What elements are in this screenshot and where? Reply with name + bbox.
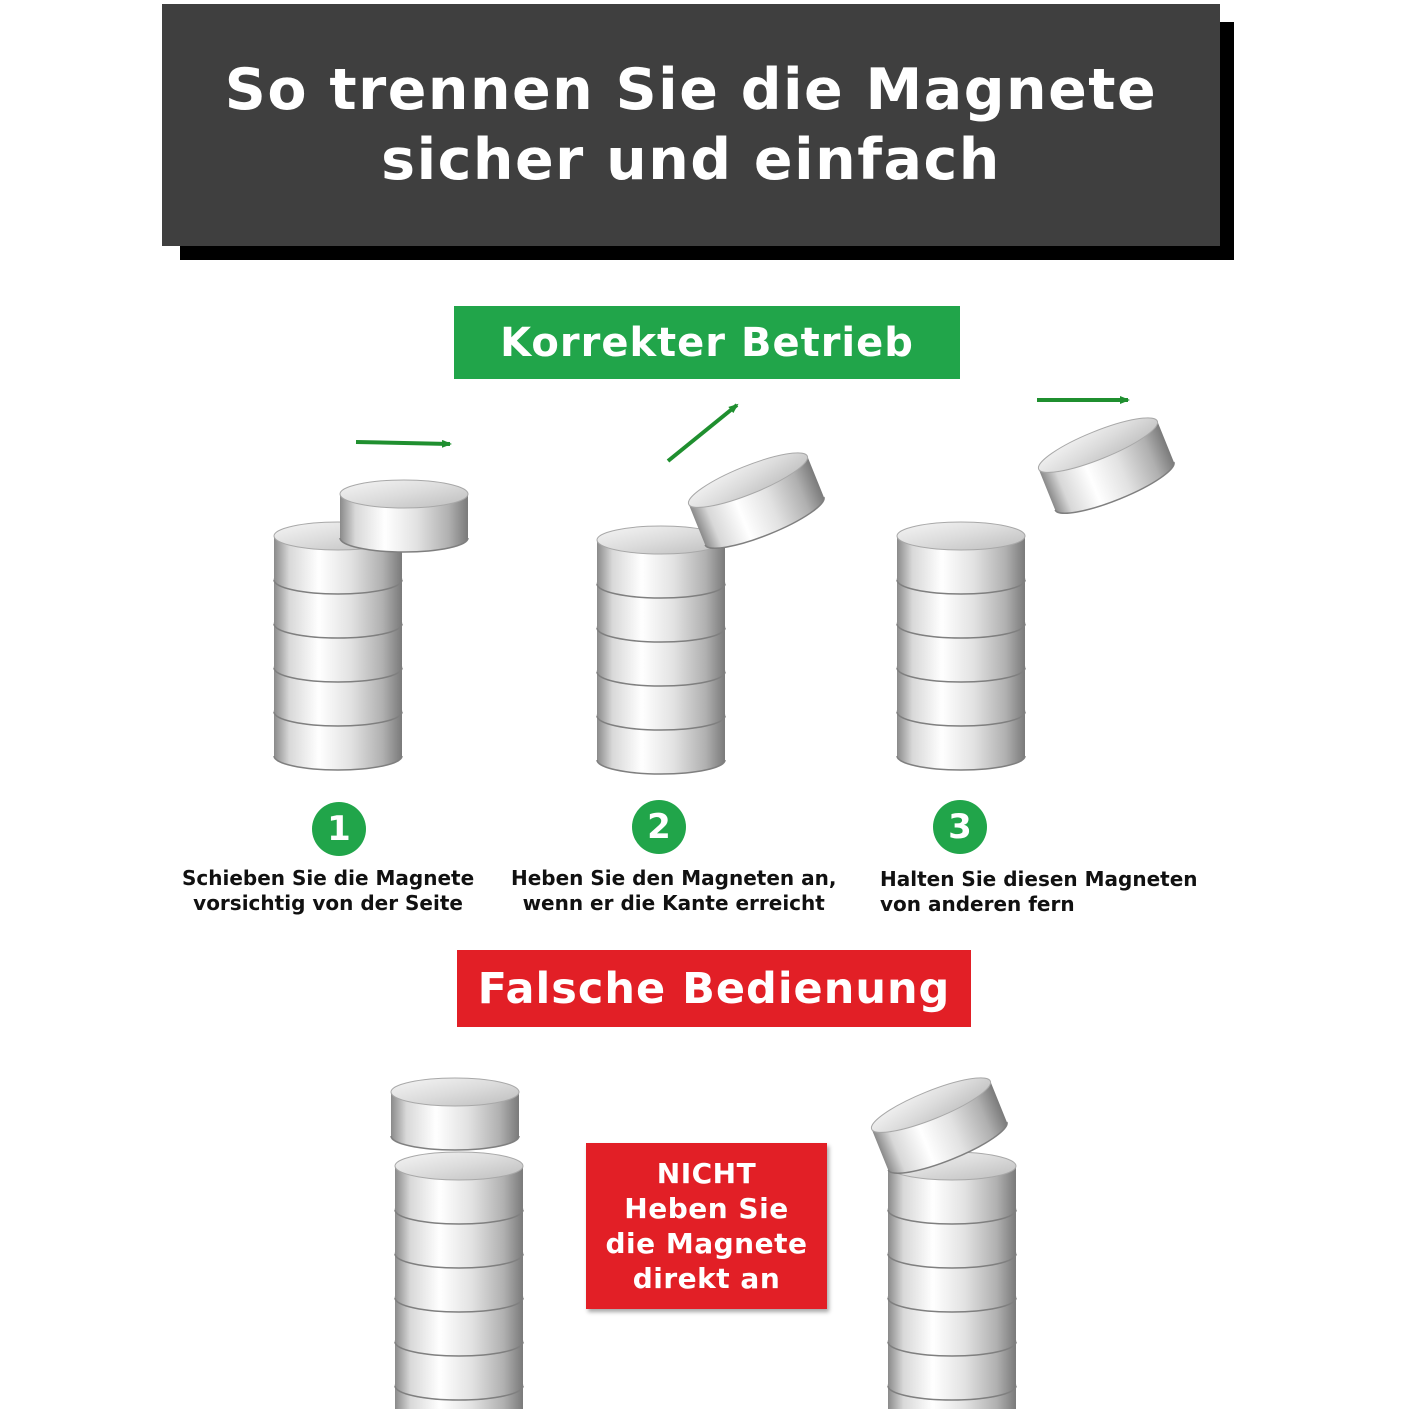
warning-box [586, 1143, 827, 1309]
step1-sliding-magnet [340, 480, 468, 552]
wrong-operation-banner: Falsche Bedienung [457, 950, 971, 1027]
warning-line-3: die Magnete [605, 1227, 808, 1260]
step-2-caption-line-2: wenn er die Kante erreicht [522, 891, 825, 915]
step-3-caption-line-1: Halten Sie diesen Magneten [880, 867, 1198, 891]
step-2-caption-line-1: Heben Sie den Magneten an, [511, 866, 837, 890]
wrong-left-lifted-magnet [391, 1078, 519, 1150]
step1-stack [274, 522, 402, 770]
warning-line-1: NICHT [656, 1157, 757, 1190]
title-line-1: So trennen Sie die Magnete [224, 57, 1158, 123]
step2-lifted-magnet [683, 443, 829, 558]
step-1-caption-line-1: Schieben Sie die Magnete [182, 866, 475, 890]
step-1-caption-line-2: vorsichtig von der Seite [193, 891, 463, 915]
warning-line-4: direkt an [632, 1262, 781, 1295]
step-3-badge: 3 [933, 800, 987, 854]
step3-separated-magnet [1033, 408, 1179, 523]
correct-operation-banner: Korrekter Betrieb [454, 306, 960, 379]
wrong-right-stack [888, 1152, 1016, 1409]
arrow-up-right-icon [668, 405, 737, 461]
step-1-badge: 1 [312, 802, 366, 856]
arrow-right-icon [356, 442, 450, 444]
step2-stack [597, 526, 725, 774]
step-3-caption [880, 867, 1198, 917]
title-line-2: sicher und einfach [381, 127, 1001, 193]
warning-line-2: Heben Sie [624, 1192, 789, 1225]
step3-stack [897, 522, 1025, 770]
step-1-caption [182, 866, 474, 916]
step-2-caption [511, 866, 836, 916]
wrong-left-stack [395, 1152, 523, 1409]
step-3-caption-line-2: von anderen fern [880, 892, 1075, 916]
step-2-badge: 2 [632, 800, 686, 854]
